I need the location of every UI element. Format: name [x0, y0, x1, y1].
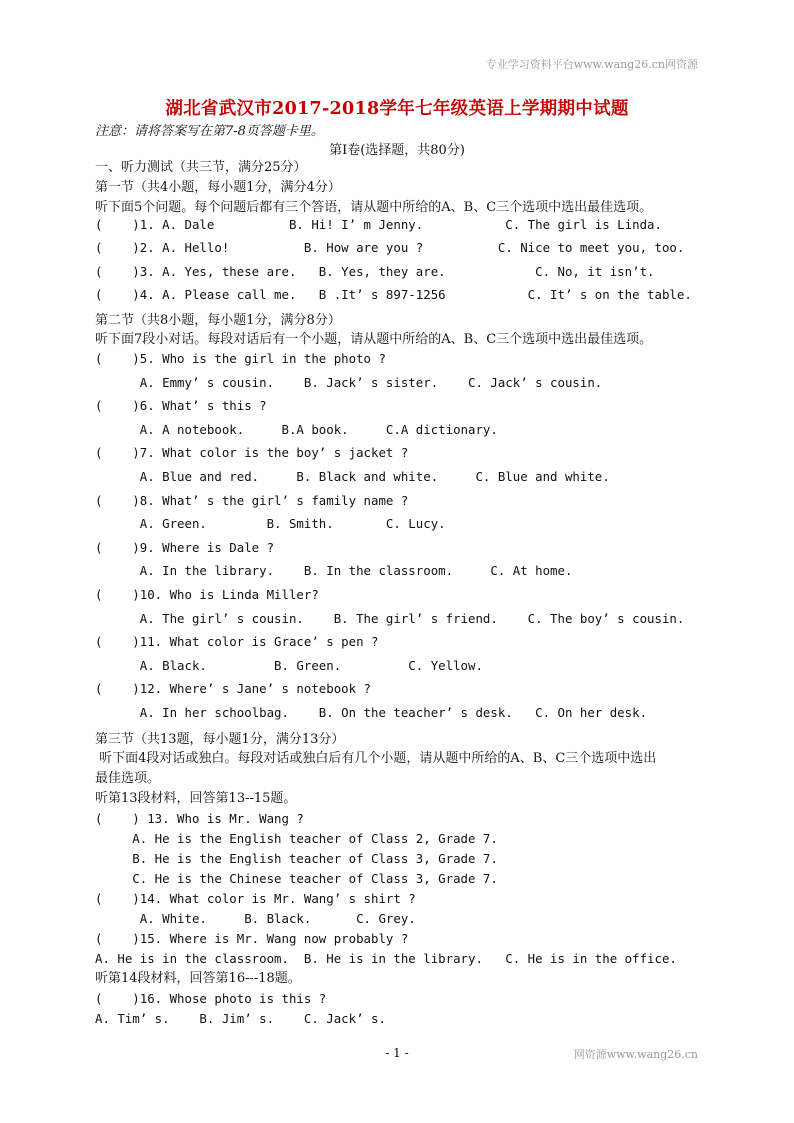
option-line: B. He is the English teacher of Class 3, Grade 7. [95, 851, 498, 866]
exam-note: 注意：请将答案写在第7-8页答题卡里。 [95, 124, 324, 139]
option-line: A. Black. B. Green. C. Yellow. [95, 658, 483, 673]
section2-heading: 第二节（共8小题，每小题1分，满分8分） [95, 313, 341, 328]
option-line: A. Tim’ s. B. Jim’ s. C. Jack’ s. [95, 1011, 386, 1026]
section1-heading: 第一节（共4小题，每小题1分，满分4分） [95, 180, 341, 195]
option-line: A. Green. B. Smith. C. Lucy. [95, 516, 446, 531]
section1-instruction: 听下面5个问题。每个问题后都有三个答语，请从题中所给的A、B、C三个选项中选出最佳选项。 [95, 200, 653, 215]
option-line: A. In her schoolbag. B. On the teacher’ s desk. C. On her desk. [95, 705, 648, 720]
listening-heading: 一、听力测试（共三节，满分25分） [95, 160, 307, 175]
header-watermark: 专业学习资料平台www.wang26.cn网资源 [485, 58, 698, 71]
option-line: A. He is the English teacher of Class 2, Grade 7. [95, 831, 498, 846]
question-line: ( )15. Where is Mr. Wang now probably ? [95, 931, 409, 946]
option-line: C. He is the Chinese teacher of Class 3, Grade 7. [95, 871, 498, 886]
question-line: ( )12. Where’ s Jane’ s notebook ? [95, 681, 372, 696]
question-line: ( )7. What color is the boy’ s jacket ? [95, 445, 409, 460]
option-line: A. In the library. B. In the classroom. C. At home. [95, 563, 573, 578]
option-line: A. Emmy’ s cousin. B. Jack’ s sister. C. Jack’ s cousin. [95, 375, 603, 390]
question-line: ( )5. Who is the girl in the photo ? [95, 351, 386, 366]
question-line: ( )6. What’ s this ? [95, 398, 267, 413]
question-line: ( )8. What’ s the girl’ s family name ? [95, 493, 409, 508]
question-line: ( )11. What color is Grace’ s pen ? [95, 634, 379, 649]
question-line: ( )10. Who is Linda Miller? [95, 587, 319, 602]
question-line: ( )4. A. Please call me. B .It’ s 897-1256 C. It’ s on the table. [95, 287, 692, 302]
section3-heading: 第三节（共13题，每小题1分，满分13分） [95, 732, 345, 747]
option-line: A. White. B. Black. C. Grey. [95, 911, 416, 926]
page-number: - 1 - [385, 1046, 409, 1060]
part-one-heading: 第Ⅰ卷(选择题，共80分) [329, 143, 465, 158]
question-line: ( )9. Where is Dale ? [95, 540, 275, 555]
section3-instruction-cont: 最佳选项。 [95, 771, 161, 786]
option-line: A. Blue and red. B. Black and white. C. Blue and white. [95, 469, 610, 484]
exam-title: 湖北省武汉市2017-2018学年七年级英语上学期期中试题 [165, 99, 629, 119]
material-13-heading: 听第13段材料，回答第13--15题。 [95, 791, 297, 806]
question-line: ( )16. Whose photo is this ? [95, 991, 327, 1006]
question-line: ( )2. A. Hello! B. How are you ? C. Nice to meet you, too. [95, 240, 685, 255]
footer-watermark: 网资源www.wang26.cn [573, 1048, 698, 1061]
option-line: A. He is in the classroom. B. He is in the library. C. He is in the office. [95, 951, 677, 966]
question-line: ( ) 13. Who is Mr. Wang ? [95, 811, 304, 826]
question-line: ( )14. What color is Mr. Wang’ s shirt ? [95, 891, 416, 906]
option-line: A. The girl’ s cousin. B. The girl’ s friend. C. The boy’ s cousin. [95, 611, 685, 626]
section3-instruction: 听下面4段对话或独白。每段对话或独白后有几个小题，请从题中所给的A、B、C三个选项中选出 [95, 751, 657, 766]
section2-instruction: 听下面7段小对话。每段对话后有一个小题，请从题中所给的A、B、C三个选项中选出最佳选项。 [95, 332, 653, 347]
question-line: ( )3. A. Yes, these are. B. Yes, they are. C. No, it isn’t. [95, 264, 655, 279]
question-line: ( )1. A. Dale B. Hi! I’ m Jenny. C. The girl is Linda. [95, 217, 662, 232]
option-line: A. A notebook. B.A book. C.A dictionary. [95, 422, 498, 437]
material-14-heading: 听第14段材料，回答第16---18题。 [95, 971, 301, 986]
